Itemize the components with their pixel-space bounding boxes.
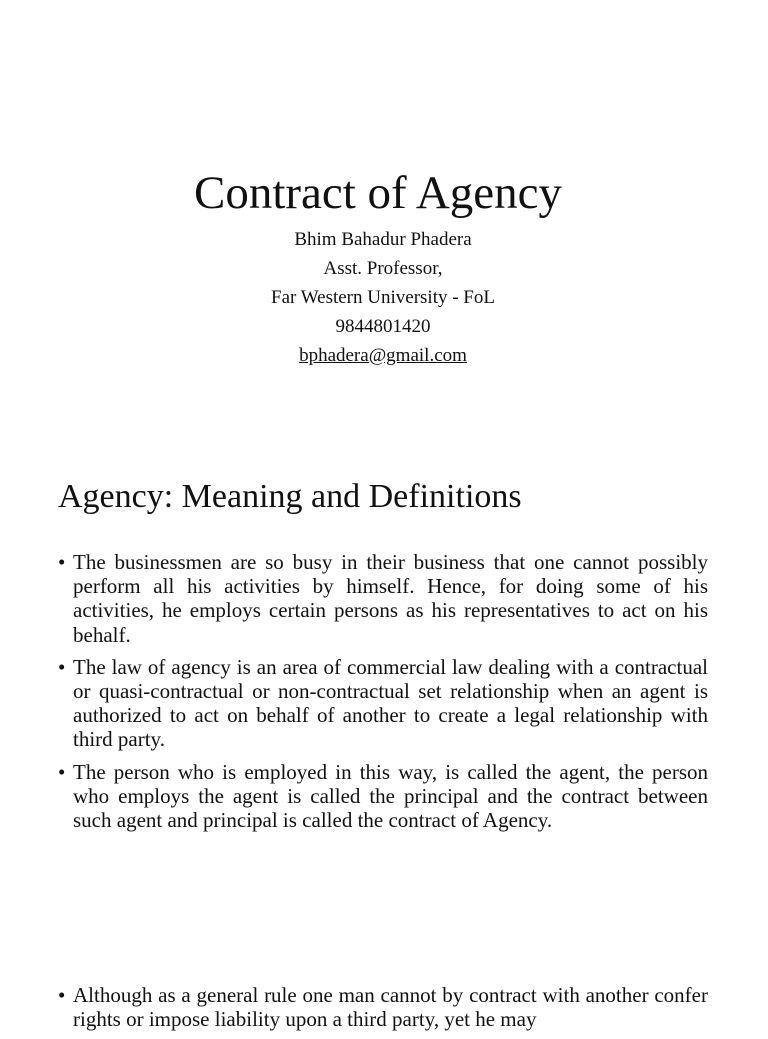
bullet-text: The person who is employed in this way, is called the agent, the person who employs the agent is called the principal and the contract between such agent and principal is called the contract of Agency.	[73, 759, 708, 833]
author-name: Bhim Bahadur Phadera	[294, 229, 472, 250]
bullet-text: Although as a general rule one man cannot by contract with another confer rights or impose liability upon a third party, yet he may	[73, 983, 708, 1032]
bullet-item	[58, 983, 708, 1031]
bullet-item	[58, 550, 708, 647]
bullet-marker: •	[58, 550, 66, 574]
author-info	[0, 226, 766, 370]
bullet-item	[58, 655, 708, 752]
slide-title: Contract of Agency	[193, 167, 563, 219]
bullet-text: The law of agency is an area of commercial law dealing with a contractual or quasi-contractual or non-contractual set relationship when an agent is authorized to act on behalf of another to create a legal relationship with third party.	[73, 654, 708, 752]
author-phone: 9844801420	[335, 315, 431, 337]
bullet-item	[58, 760, 708, 833]
author-email-link[interactable]: bphadera@gmail.com	[299, 344, 467, 366]
bullet-list-next-slide	[58, 983, 708, 1039]
bullet-marker: •	[58, 983, 66, 1007]
bullet-marker: •	[58, 654, 66, 679]
bullet-marker: •	[58, 759, 66, 784]
bullet-list	[58, 550, 708, 840]
author-position: Asst. Professor,	[323, 257, 443, 279]
bullet-text: The businessmen are so busy in their business that one cannot possibly perform all his activities by himself. Hence, for doing some of his activities, he employs certain persons as his representatives to act on his behalf.	[73, 550, 708, 647]
title-slide	[0, 0, 768, 440]
section-heading: Agency: Meaning and Definitions	[58, 478, 522, 515]
author-institution: Far Western University - FoL	[271, 286, 495, 308]
